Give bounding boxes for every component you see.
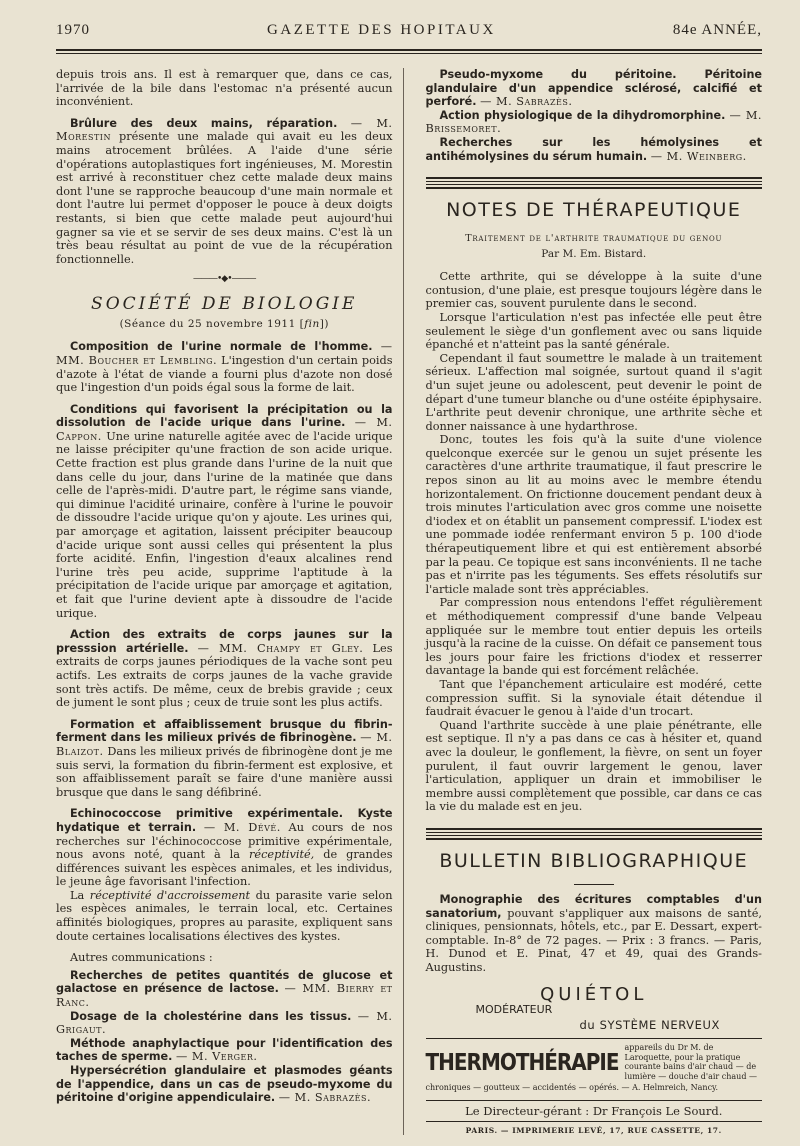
traitement-title: Traitement de l'arthrite traumatique du genou bbox=[465, 233, 723, 245]
columns bbox=[56, 68, 762, 1135]
notes-therapeutique-title: NOTES DE THÉRAPEUTIQUE bbox=[446, 199, 742, 222]
seance-fin: fin bbox=[304, 318, 320, 331]
imprimerie-line: PARIS. — IMPRIMERIE LEVÉ, 17, RUE CASSETTE, 17. bbox=[465, 1126, 722, 1136]
year-label: 84e ANNÉE, bbox=[672, 22, 762, 38]
right-column bbox=[426, 68, 763, 1135]
article-author: — M. Dévé. bbox=[203, 820, 281, 834]
article-author: — M. Cappon. bbox=[56, 416, 393, 443]
article-echinococcose-p2 bbox=[56, 889, 393, 943]
header-rule-thin bbox=[56, 53, 762, 54]
society-title: SOCIÉTÉ DE BIOLOGIE bbox=[91, 294, 358, 315]
article-title: Action des extraits de corps jaunes sur la presssion artérielle. bbox=[56, 628, 393, 655]
communication-title: Pseudo-myxome du péritoine. Péritoine glandulaire d'un appendice sclérosé, calcifié et perforé. bbox=[425, 68, 762, 109]
ad-thermotherapie bbox=[426, 1038, 763, 1081]
article-text: L'ingestion d'un certain poids d'azote à l'état de viande a fourni plus d'azote non dosé que l'ingestion d'un poids égal sous la forme de lait. bbox=[56, 353, 393, 395]
intro-paragraph: depuis trois ans. Il est à remarquer que, dans ce cas, l'arrivée de la bile dans l'estomac n'a présenté aucun inconvénient. bbox=[56, 68, 393, 109]
communication-title: Dosage de la cholestérine dans les tissus. bbox=[70, 1009, 352, 1023]
communication-author: — M. Brissemoret. bbox=[425, 108, 763, 136]
section-rule bbox=[426, 828, 763, 840]
article-text: Les extraits de corps jaunes périodiques de la vache sont peu actifs. Les extraits de corps jaunes de la vache gravide sont très actifs. De même, ceux de brebis gravide ; ceux de jument le sont plus ; ceux de truie sont les plus actifs. bbox=[56, 641, 393, 710]
article-echinococcose bbox=[56, 807, 393, 889]
article-text: Au cours de nos recherches sur l'échinococcose primitive expérimentale, nous avons noté, quant à la bbox=[56, 820, 393, 862]
article-author: — MM. Champy et Gley. bbox=[197, 641, 364, 655]
notes-paragraph: Cependant il faut soumettre le malade à un traitement sérieux. L'affection mal soignée, surtout quand il s'agit d'un sujet jeune ou adolescent, peut devenir le point de départ d'une tumeur blanche ou d'une ostéite épiphysaire. L'arthrite peut devenir chronique, une arthrite sèche et donner naissance à une hydarthrose. bbox=[425, 351, 762, 433]
notes-paragraph: Lorsque l'articulation n'est pas infectée elle peut être seulement le siège d'un gonflement avec ou sans liquide épanché et n'atteint pas la santé générale. bbox=[425, 310, 762, 352]
article-author: — M. Blaizot. bbox=[56, 731, 393, 758]
left-column bbox=[56, 68, 404, 1135]
article-text: Une urine naturelle agitée avec de l'acide urique ne laisse précipiter qu'une fraction de son acide urique. Cette fraction est plus grande dans l'urine de la nuit que dans celle du jour, dans l'urine de la matinée que dans celle de l'après-midi. D'autre part, le régime sans viande, qui diminue l'acidité urinaire, confère à l'urine le pouvoir de dissoudre l'acide urique qu'on y ajoute. Les urines qui, par amorçage et agitation, laissent précipiter beaucoup d'acide urique sont aussi celles qui présentent la plus forte acidité. Enfin, l'ingestion d'eaux alcalines rend l'urine très peu acide, supprime l'aptitude à la précipitation de l'acide urique par amorçage et agitation, et fait que l'urine devient apte à dissoudre de l'acide urique. bbox=[56, 429, 393, 620]
biblio-title: Monographie des écritures comptables d'un sanatorium, bbox=[425, 892, 762, 920]
notes-paragraph: Par compression nous entendons l'effet régulièrement et méthodiquement compressif d'une bande Velpeau appliquée sur le membre tout entier depuis les orteils jusqu'à la racine de la cuisse. On défait ce pansement tous les jours pour faire les frictions d'iodex et resserrer davantage la bande qui est forcément relâchée. bbox=[425, 596, 762, 678]
ad-thermo-text: appareils du Dr M. de Laroquette, pour la pratique courante bains d'air chaud — de lumière — douche d'air chaud — bbox=[624, 1043, 757, 1081]
notes-paragraph: Quand l'arthrite succède à une plaie pénétrante, elle est septique. Il n'y a pas dans ce cas à hésiter et, quand avec la douleur, le gonflement, la fièvre, on sent un foyer purulent, il faut ouvrir largement le genou, laver l'articulation, appliquer un drain et immobiliser le membre aussi complètement que possible, car dans ce cas la vie du malade est en jeu. bbox=[425, 718, 762, 814]
article-title: Composition de l'urine normale de l'homme. bbox=[70, 340, 373, 354]
autres-communications: Autres communications : bbox=[70, 951, 213, 965]
communication-item bbox=[56, 1037, 393, 1064]
communication-author: — MM. Bierry et Ranc. bbox=[56, 982, 393, 1010]
section-rule bbox=[426, 177, 763, 189]
article-text: présente une malade qui avait eu les deux mains atrocement brûlées. A l'aide d'une série d'opérations autoplastiques fort ingénieuses, M. Morestin est arrivé à reconstituer chez cette malade deux mains dont l'une se rapproche beaucoup d'une main normale et dont l'autre lui permet d'opposer le pouce à deux doigts restants, si bien que cette malade peut aujourd'hui gagner sa vie et se servir de ses deux mains. C'est là un très beau résultat au point de vue de la récupération fonctionnelle. bbox=[56, 130, 393, 266]
article-text: du parasite varie selon les espèces animales, le terrain local, etc. Certaines affinités biologiques, propres au parasite, expliquent sans doute certaines localisations électives des kystes. bbox=[56, 888, 393, 943]
article-text: La bbox=[70, 888, 85, 902]
traitement-author: Par M. Em. Bistard. bbox=[541, 248, 647, 261]
communication-item bbox=[426, 136, 763, 163]
communication-title: Recherches de petites quantités de glucose et galactose en présence de lactose. bbox=[56, 968, 393, 996]
article-urine-composition bbox=[56, 340, 393, 394]
notes-paragraph: Tant que l'épanchement articulaire est modéré, cette compression suffit. Si la synoviale était détendue il faudrait évacuer le genou à l'aide d'un trocart. bbox=[425, 677, 762, 719]
notes-paragraph: Cette arthrite, qui se développe à la suite d'une contusion, d'une plaie, est presque toujours légère dans le premier cas, souvent purulente dans le second. bbox=[425, 270, 762, 311]
biblio-entry bbox=[426, 893, 763, 975]
article-title: Conditions qui favorisent la précipitation ou la dissolution de l'acide urique dans l'urine. bbox=[56, 402, 393, 430]
article-uric-acid bbox=[56, 403, 393, 621]
communication-item bbox=[56, 969, 393, 1010]
seance-date bbox=[56, 318, 393, 330]
header-rule bbox=[56, 49, 762, 51]
ad-moderateur: MODÉRATEUR bbox=[475, 1003, 553, 1017]
communication-item bbox=[56, 1064, 393, 1105]
article-title: Brûlure des deux mains, réparation. bbox=[70, 116, 338, 130]
article-author: — MM. Boucher et Lembling. bbox=[56, 340, 393, 367]
communication-author: — M. Weinberg. bbox=[650, 149, 747, 163]
journal-title: GAZETTE DES HOPITAUX bbox=[267, 22, 496, 38]
communication-item bbox=[426, 109, 763, 136]
communication-title: Hypersécrétion glandulaire et plasmodes géants de l'appendice, dans un cas de pseudo-myxome du péritoine d'origine appendiculaire. bbox=[56, 1064, 393, 1105]
communication-item bbox=[426, 68, 763, 109]
article-text: de grandes différences suivant les espèces animales, et les individus, le jeune âge favorisant l'infection. bbox=[56, 848, 393, 889]
seance-prefix: (Séance du 25 novembre 1911 [ bbox=[119, 318, 305, 331]
article-text-italic: réceptivité, bbox=[248, 848, 315, 862]
article-burn-hands bbox=[56, 117, 393, 267]
communication-author: — M. Sabrazès. bbox=[480, 95, 573, 109]
article-corps-jaunes bbox=[56, 628, 393, 710]
short-divider bbox=[574, 884, 614, 885]
article-title: Formation et affaiblissement brusque du fibrin-ferment dans les milieux privés de fibrinogène. bbox=[56, 717, 393, 745]
directeur-gerant: Le Directeur-gérant : Dr François Le Sourd. bbox=[426, 1100, 763, 1122]
ad-thermo-bottom: chroniques — goutteux — accidentés — opérés. — A. Helmreich, Nancy. bbox=[425, 1083, 719, 1093]
ornament-divider: ———•◆•——— bbox=[192, 274, 256, 285]
page-number: 1970 bbox=[56, 22, 90, 38]
ad-quietol: QUIÉTOL bbox=[540, 984, 648, 1006]
article-text: Dans les milieux privés de fibrinogène dont je me suis servi, la formation du fibrin-ferment est explosive, et son affaiblissement paraît se faire d'une manière aussi brusque que dans le sang défibriné. bbox=[56, 744, 393, 799]
article-fibrin-ferment bbox=[56, 718, 393, 800]
communication-title: Action physiologique de la dihydromorphine. bbox=[439, 108, 726, 122]
communication-title: Méthode anaphylactique pour l'identification des taches de sperme. bbox=[56, 1036, 393, 1064]
communication-title: Recherches sur les hémolysines et antihémolysines du sérum humain. bbox=[425, 135, 762, 163]
ad-thermo-word: THERMOTHÉRAPIE bbox=[425, 1048, 619, 1077]
biblio-text: pouvant s'appliquer aux maisons de santé, cliniques, pensionnats, hôtels, etc., par E. Dessart, expert-comptable. In-8° de 72 pages. — Prix : 3 francs. — Paris, H. Dunod et E. Pinat, 47 et 49, quai des Grands-Augustins. bbox=[425, 906, 762, 974]
communication-author: — M. Verger. bbox=[176, 1050, 258, 1064]
article-title: Echinococcose primitive expérimentale. Kyste hydatique et terrain. bbox=[56, 807, 393, 834]
article-author: — M. Morestin bbox=[56, 116, 393, 144]
communication-item bbox=[56, 1010, 393, 1037]
article-text-italic: réceptivité d'accroissement bbox=[89, 888, 251, 902]
communication-author: — M. Grigaut. bbox=[56, 1009, 393, 1037]
notes-paragraph: Donc, toutes les fois qu'à la suite d'une violence quelconque exercée sur le genou un sujet présente les caractères d'une arthrite traumatique, il faut prescrire le repos sinon au lit au moins avec le membre étendu horizontalement. On frictionne doucement pendant deux à trois minutes l'articulation avec gros comme une noisette d'iodex et on établit un pansement compressif. L'iodex est une pommade iodée renfermant environ 5 p. 100 d'iode thérapeutiquement libre et qui est entièrement absorbé par la peau. Ce topique est sans inconvénients. Il ne tache pas et n'irrite pas les téguments. Ses effets résolutifs sur l'article malade sont très appréciables. bbox=[425, 433, 762, 596]
communication-author: — M. Sabrazès. bbox=[278, 1091, 372, 1105]
page-header bbox=[56, 22, 762, 39]
ad-systeme: du SYSTÈME NERVEUX bbox=[579, 1018, 720, 1033]
bulletin-title: BULLETIN BIBLIOGRAPHIQUE bbox=[439, 849, 749, 872]
seance-suffix: ]) bbox=[319, 318, 329, 331]
